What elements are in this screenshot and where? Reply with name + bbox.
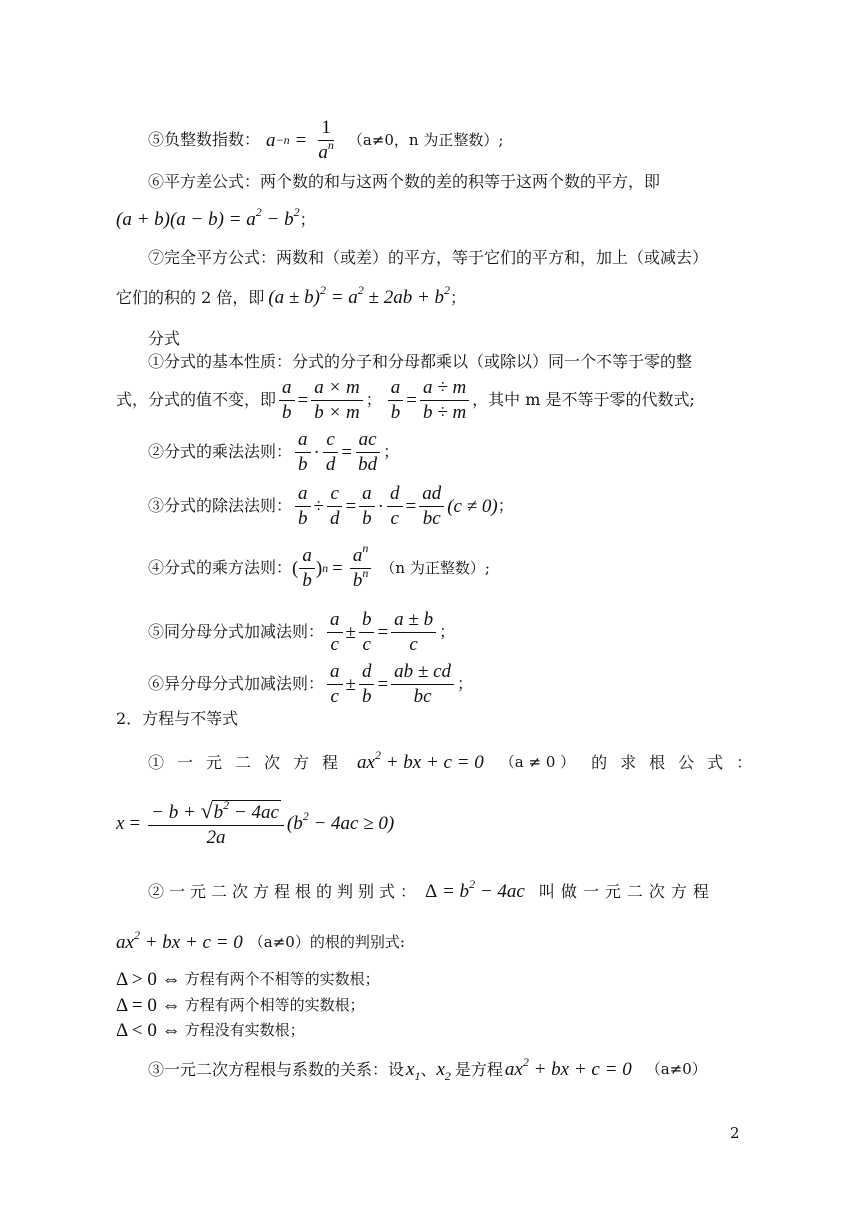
fraction-power-rule: ④分式的乘方法则： ( $\frac{a}{b}$ ) n = $\frac{a^n}{b^n}$ （n 为正整数）; [148,541,490,591]
discriminant-rule: ②一元二次方程根的判别式： $\Delta = b^2 - 4ac$ 叫做一元二次方程 [148,877,715,902]
vieta-relation: ③一元二次方程根与系数的关系：设 $x_1$ 、 $x_2$ 是方程 $ax^2$ + bx + c = 0 （a≠0） [148,1055,707,1083]
neg-exponent-rule: ⑤负整数指数： a −n = $\frac{1}{a^n}$ （a≠0，n 为正整数）; [148,117,504,163]
perfect-square-rule [148,250,708,266]
perfect-square-formula: 它们的积的 2 倍，即 $(a \pm b)^2 = a^2 \pm 2ab + b^2$ ； [116,283,467,308]
discriminant-positive: Δ > 0 ⇔ 方程有两个不相等的实数根； [116,969,380,990]
fraction-division-rule: ③分式的除法法则： $\frac{a}{b}$ ÷ $\frac{c}{d}$ = $\frac{a}{b}$ · $\frac{d}{c}$ = $\frac{ad}{bc}$ (c ≠ 0) ； [148,483,514,529]
fractions-heading: 分式 [148,329,181,348]
fraction-basic-formula: 式，分式的值不变，即 $\frac{a}{b}$ = $\frac{a \times m}{b \times m}$ ； $\frac{a}{b}$ = $\frac{a \div m}{b \div m}$ ，其中 m 是不等于零的代数式; [116,377,695,423]
page-number: 2 [730,1124,740,1142]
discriminant-negative: Δ < 0 ⇔ 方程没有实数根； [116,1020,305,1041]
diff-squares-formula: $(a + b)(a - b) = a^2 - b^2$ ； [116,205,316,230]
quadratic-formula: x = − b + √ $b^2 - 4ac$ 2a $(b^2 - 4ac \ge 0)$ [116,798,395,848]
discriminant-zero: Δ = 0 ⇔ 方程有两个相等的实数根； [116,995,365,1016]
neg-exponent-condition: （a≠0，n 为正整数）; [347,130,504,149]
neg-exponent-fraction: $\frac{1}{a^n}$ [318,117,334,163]
perfect-square-text: ⑦完全平方公式：两数和（或差）的平方，等于它们的平方和，加上（或减去） [148,248,709,267]
different-denominator-rule: ⑥异分母分式加减法则： $\frac{a}{c}$ ± $\frac{d}{b}$ = $\frac{ab \pm cd}{bc}$ ； [148,661,474,707]
diff-squares-rule [148,174,660,190]
quadratic-formula-intro: ①一元二次方程 $ax^2$ + bx + c = 0 （a ≠ 0 ） 的求根公式： [148,748,766,773]
discriminant-definition: $ax^2$ + bx + c = 0 （a≠0）的根的判别式: [116,928,405,953]
diff-squares-text: ⑥平方差公式：两个数的和与这两个数的差的积等于这两个数的平方，即 [148,172,661,191]
neg-exponent-label: ⑤负整数指数： [148,130,261,150]
same-denominator-rule: ⑤同分母分式加减法则： $\frac{a}{c}$ ± $\frac{b}{c}$ = $\frac{a \pm b}{c}$ ； [148,609,456,655]
fraction-multiplication-rule: ②分式的乘法法则： $\frac{a}{b}$ · $\frac{c}{d}$ = $\frac{ac}{bd}$ ； [148,429,400,475]
equations-heading: 2．方程与不等式 [116,709,239,728]
fraction-basic-property: ①分式的基本性质：分式的分子和分母都乘以（或除以）同一个不等于零的整 [148,352,693,371]
